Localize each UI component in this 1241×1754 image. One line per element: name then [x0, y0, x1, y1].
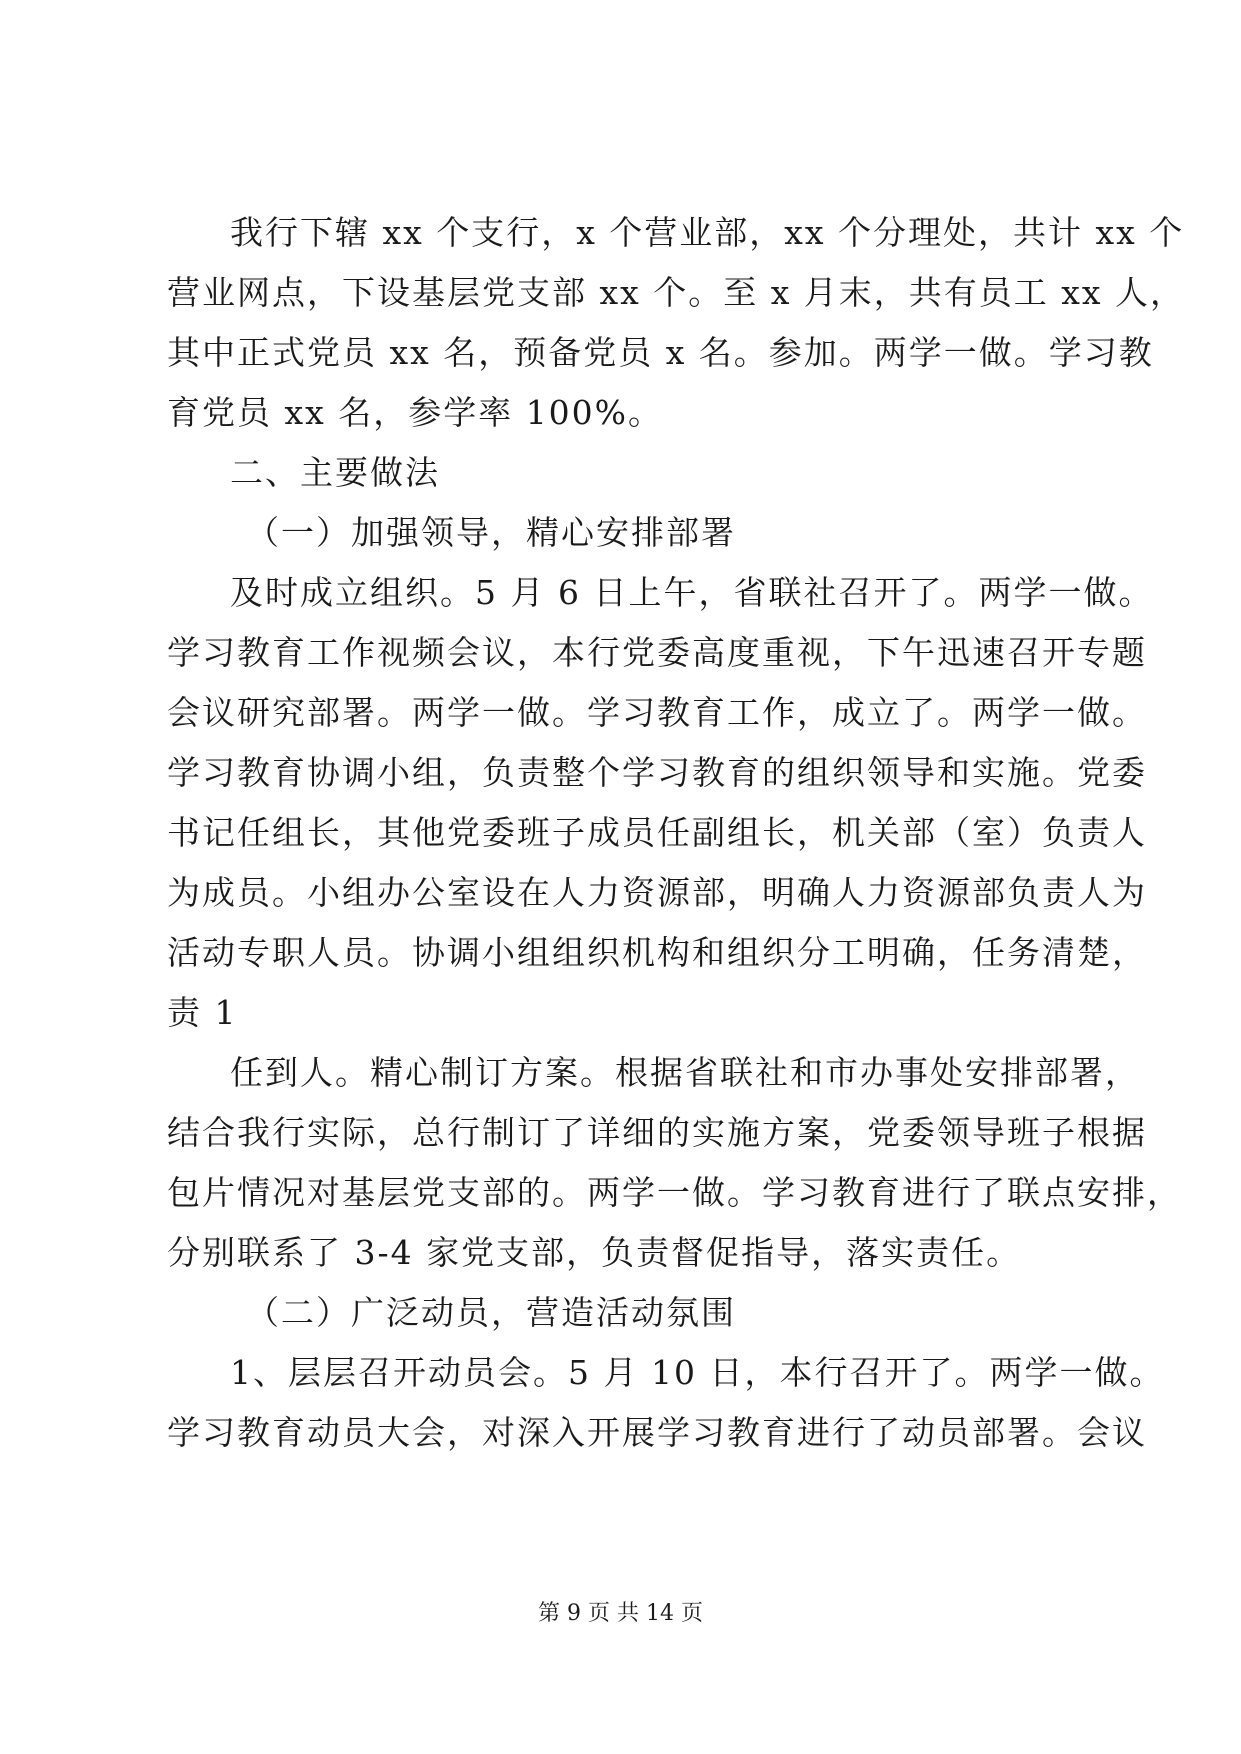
body-text-line: 责 1 [167, 993, 238, 1032]
body-text-line: 分别联系了 3-4 家党支部，负责督促指导，落实责任。 [167, 1233, 1022, 1272]
subsection-heading: （二）广泛动员，营造活动氛围 [246, 1293, 736, 1332]
body-text-line: 任到人。精心制订方案。根据省联社和市办事处安排部署， [230, 1053, 1140, 1092]
body-text-line: 我行下辖 xx 个支行，x 个营业部，xx 个分理处，共计 xx 个 [230, 213, 1185, 252]
body-text-line: 其中正式党员 xx 名，预备党员 x 名。参加。两学一做。学习教 [167, 333, 1154, 372]
subsection-heading: （一）加强领导，精心安排部署 [246, 513, 736, 552]
body-text-line: 育党员 xx 名，参学率 100%。 [167, 393, 664, 432]
body-text-line: 结合我行实际，总行制订了详细的实施方案，党委领导班子根据 [167, 1113, 1147, 1152]
body-text-line: 学习教育协调小组，负责整个学习教育的组织领导和实施。党委 [167, 753, 1147, 792]
body-text-line: 学习教育工作视频会议，本行党委高度重视，下午迅速召开专题 [167, 633, 1147, 672]
body-text-line: 1、层层召开动员会。5 月 10 日，本行召开了。两学一做。 [230, 1353, 1165, 1392]
body-text-line: 学习教育动员大会，对深入开展学习教育进行了动员部署。会议 [167, 1413, 1147, 1452]
body-text-line: 营业网点，下设基层党支部 xx 个。至 x 月末，共有员工 xx 人， [167, 273, 1185, 312]
body-text-line: 为成员。小组办公室设在人力资源部，明确人力资源部负责人为 [167, 873, 1147, 912]
body-text-line: 书记任组长，其他党委班子成员任副组长，机关部（室）负责人 [167, 813, 1147, 852]
body-text-line: 活动专职人员。协调小组组织机构和组织分工明确，任务清楚， [167, 933, 1147, 972]
body-text-line: 包片情况对基层党支部的。两学一做。学习教育进行了联点安排， [167, 1173, 1182, 1212]
body-text-line: 及时成立组织。5 月 6 日上午，省联社召开了。两学一做。 [230, 573, 1154, 612]
page-footer: 第 9 页 共 14 页 [538, 1601, 703, 1626]
body-text-line: 会议研究部署。两学一做。学习教育工作，成立了。两学一做。 [167, 693, 1147, 732]
section-heading: 二、主要做法 [230, 453, 440, 492]
